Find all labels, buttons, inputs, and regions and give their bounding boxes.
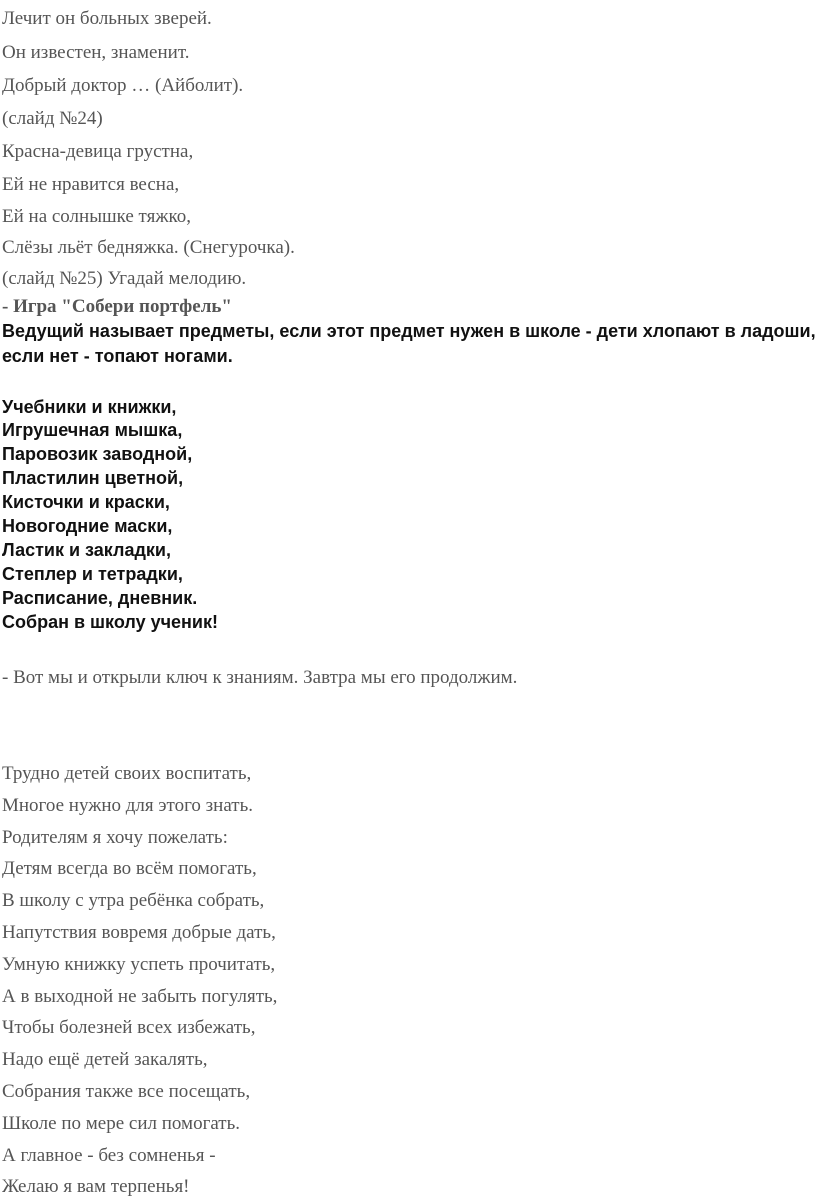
poem-line: Умную книжку успеть прочитать, bbox=[2, 954, 276, 975]
poem-line: Детям всегда во всём помогать, bbox=[2, 858, 257, 879]
slide-reference: (слайд №25) Угадай мелодию. bbox=[2, 268, 247, 289]
game-title: - Игра "Собери портфель" bbox=[2, 296, 232, 317]
poem-line: А в выходной не забыть погулять, bbox=[2, 986, 278, 1007]
poem-line: Школе по мере сил помогать. bbox=[2, 1113, 241, 1134]
game-item: Расписание, дневник. bbox=[2, 588, 198, 608]
poem-line: А главное - без сомненья - bbox=[2, 1145, 216, 1166]
poem-line: Напутствия вовремя добрые дать, bbox=[2, 922, 276, 943]
poem-line: Желаю я вам терпенья! bbox=[2, 1176, 190, 1197]
poem-line: Родителям я хочу пожелать: bbox=[2, 827, 228, 848]
game-item: Новогодние маски, bbox=[2, 516, 173, 536]
game-item: Ластик и закладки, bbox=[2, 540, 171, 560]
poem-line: Трудно детей своих воспитать, bbox=[2, 763, 252, 784]
riddle-line: Лечит он больных зверей. bbox=[2, 8, 212, 29]
slide-reference: (слайд №24) bbox=[2, 108, 103, 129]
riddle-line: Он известен, знаменит. bbox=[2, 42, 190, 63]
poem-line: Собрания также все посещать, bbox=[2, 1081, 251, 1102]
game-item: Учебники и книжки, bbox=[2, 397, 177, 417]
riddle-line: Красна-девица грустна, bbox=[2, 141, 194, 162]
game-item: Пластилин цветной, bbox=[2, 468, 184, 488]
game-item: Собран в школу ученик! bbox=[2, 612, 218, 632]
poem-line: Чтобы болезней всех избежать, bbox=[2, 1017, 256, 1038]
game-instruction: если нет - топают ногами. bbox=[2, 346, 233, 366]
poem-line: В школу с утра ребёнка собрать, bbox=[2, 890, 265, 911]
game-item: Паровозик заводной, bbox=[2, 444, 193, 464]
poem-line: Надо ещё детей закалять, bbox=[2, 1049, 208, 1070]
closing-remark: - Вот мы и открыли ключ к знаниям. Завтра мы его продолжим. bbox=[2, 667, 518, 688]
poem-line: Многое нужно для этого знать. bbox=[2, 795, 254, 816]
riddle-line: Слёзы льёт бедняжка. (Снегурочка). bbox=[2, 237, 295, 258]
game-instruction: Ведущий называет предметы, если этот предмет нужен в школе - дети хлопают в ладоши, bbox=[2, 321, 816, 341]
riddle-line: Ей на солнышке тяжко, bbox=[2, 206, 191, 227]
game-item: Игрушечная мышка, bbox=[2, 420, 183, 440]
game-item: Степлер и тетрадки, bbox=[2, 564, 183, 584]
riddle-line: Ей не нравится весна, bbox=[2, 174, 180, 195]
riddle-line: Добрый доктор … (Айболит). bbox=[2, 75, 244, 96]
game-item: Кисточки и краски, bbox=[2, 492, 170, 512]
